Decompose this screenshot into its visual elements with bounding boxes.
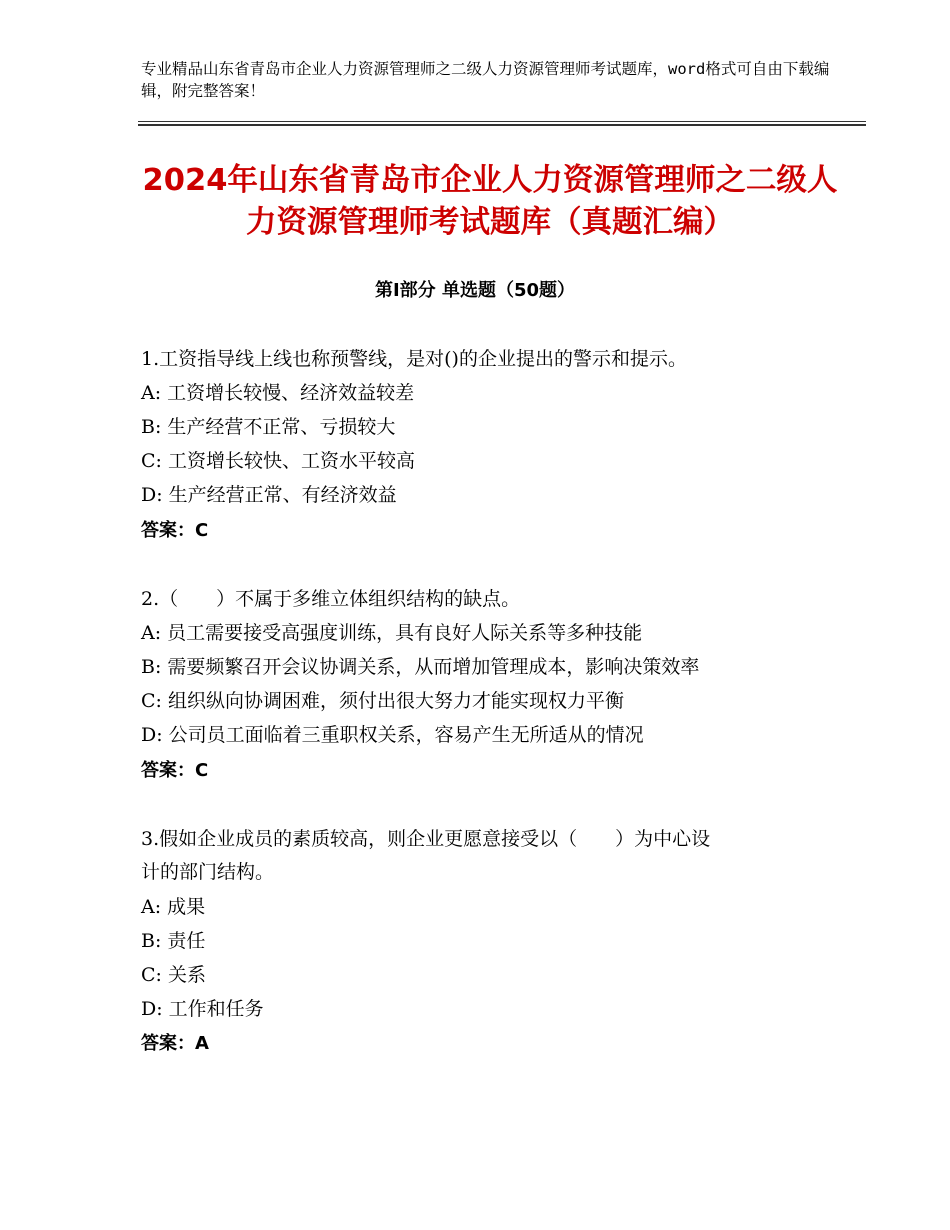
header-divider-thin: [138, 121, 866, 122]
question-3-answer: 答案：A: [141, 1033, 209, 1054]
question-3-stem-line1: 3.假如企业成员的素质较高，则企业更愿意接受以（ ）为中心设: [141, 828, 711, 850]
section-heading: 第Ⅰ部分 单选题（50题）: [374, 280, 575, 301]
question-1-option-d: D: 生产经营正常、有经济效益: [141, 484, 397, 506]
question-2-answer: 答案：C: [141, 760, 209, 781]
header-divider-thick: [138, 124, 866, 126]
question-2-option-c: C: 组织纵向协调困难，须付出很大努力才能实现权力平衡: [141, 690, 624, 712]
question-3-option-c: C: 关系: [141, 964, 206, 986]
question-3-stem-line2: 计的部门结构。: [141, 861, 275, 883]
question-3-option-a: A: 成果: [141, 896, 206, 918]
question-2-option-d: D: 公司员工面临着三重职权关系，容易产生无所适从的情况: [141, 724, 644, 746]
header-note: 专业精品山东省青岛市企业人力资源管理师之二级人力资源管理师考试题库，word格式可自由下载编辑，附完整答案！: [141, 60, 830, 100]
question-2-option-a: A: 员工需要接受高强度训练，具有良好人际关系等多种技能: [141, 622, 643, 644]
question-1-option-b: B: 生产经营不正常、亏损较大: [141, 416, 396, 438]
question-1-option-c: C: 工资增长较快、工资水平较高: [141, 450, 415, 472]
question-2-stem: 2.（ ）不属于多维立体组织结构的缺点。: [141, 588, 521, 610]
question-1-stem: 1.工资指导线上线也称预警线，是对()的企业提出的警示和提示。: [141, 348, 687, 370]
question-1-option-a: A: 工资增长较慢、经济效益较差: [141, 382, 415, 404]
question-2-option-b: B: 需要频繁召开会议协调关系，从而增加管理成本，影响决策效率: [141, 656, 700, 678]
question-1-answer: 答案：C: [141, 520, 209, 541]
question-3-option-b: B: 责任: [141, 930, 206, 952]
question-3-option-d: D: 工作和任务: [141, 998, 264, 1020]
document-title: 2024年山东省青岛市企业人力资源管理师之二级人力资源管理师考试题库（真题汇编）: [142, 163, 838, 240]
